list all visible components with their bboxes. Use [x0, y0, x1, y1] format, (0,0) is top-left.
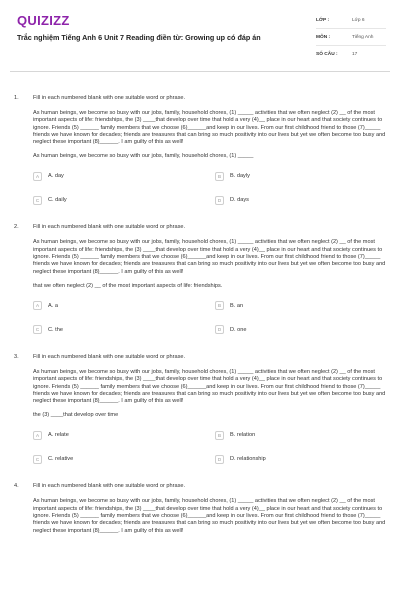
meta-key: SỐ CÂU :	[316, 52, 338, 57]
option-letter: B	[215, 172, 224, 181]
question-instruction: Fill in each numbered blank with one suitable word or phrase.	[33, 353, 186, 360]
option-c[interactable]	[33, 195, 215, 205]
option-letter: A	[33, 301, 42, 310]
option-a[interactable]	[33, 171, 215, 181]
meta-row-subject	[316, 29, 386, 46]
option-letter: C	[33, 455, 42, 464]
question-list	[0, 72, 400, 535]
option-text: C. daily	[48, 197, 67, 204]
question-passage: As human beings, we become so busy with our jobs, family, household chores, (1) _____ activities that we often neglect (2) __ of the most important aspects of life: friendships, the (3) ____that develop over time that hold a very (4)__ place in our heart and that society continues to ignore. Friends (5) ______ family members that we choose (6)______and keep in our lives. From our first childhood friend to those (7)_____ friends we have known for decades; friends are treasures that can bring so much positivity into our lives but yet we often become too busy and neglect these important (8)______. I am guilty of this as well!	[33, 239, 386, 275]
question-item	[0, 483, 400, 534]
question-number: 4.	[14, 483, 19, 490]
option-a[interactable]	[33, 301, 215, 311]
question-passage: As human beings, we become so busy with our jobs, family, household chores, (1) _____ activities that we often neglect (2) __ of the most important aspects of life: friendships, the (3) ____that develop over time that hold a very (4)__ place in our heart and that society continues to ignore. Friends (5) ______ family members that we choose (6)______and keep in our lives. From our first childhood friend to those (7)_____ friends we have known for decades; friends are treasures that can bring so much positivity into our lives but yet we often become too busy and neglect these important (8)______. I am guilty of this as well!	[33, 368, 386, 405]
answer-options	[33, 301, 388, 335]
meta-key: LỚP :	[316, 17, 330, 23]
option-letter: C	[33, 196, 42, 205]
meta-row-class	[316, 12, 386, 29]
option-d[interactable]	[215, 325, 365, 335]
option-a[interactable]	[33, 430, 215, 440]
question-item	[0, 354, 400, 464]
option-letter: A	[33, 172, 42, 181]
meta-table	[316, 12, 386, 63]
option-letter: C	[33, 325, 42, 334]
question-number: 1.	[14, 95, 19, 101]
question-instruction: Fill in each numbered blank with one suitable word or phrase.	[33, 483, 186, 490]
meta-value: Tiếng Anh	[352, 34, 374, 40]
option-text: C. the	[48, 326, 63, 333]
question-instruction: Fill in each numbered blank with one suitable word or phrase.	[33, 95, 186, 101]
meta-value: 17	[352, 52, 358, 57]
question-passage: As human beings, we become so busy with our jobs, family, household chores, (1) _____ activities that we often neglect (2) __ of the most important aspects of life: friendships, the (3) ____that develop over time that hold a very (4)__ place in our heart and that society continues to ignore. Friends (5) ______ family members that we choose (6)______and keep in our lives. From our first childhood friend to those (7)_____ friends we have known for decades; friends are treasures that can bring so much positivity into our lives but yet we often become too busy and neglect these important (8)______. I am guilty of this as well!	[33, 110, 386, 146]
option-b[interactable]	[215, 301, 365, 311]
option-d[interactable]	[215, 195, 365, 205]
question-stem: the (3) ____that develop over time	[33, 412, 119, 419]
question-number: 2.	[14, 224, 19, 231]
option-text: B. an	[230, 302, 244, 309]
option-text: A. relate	[48, 432, 69, 439]
option-letter: B	[215, 431, 224, 440]
option-text: D. one	[230, 326, 247, 333]
option-text: A. day	[48, 173, 64, 180]
question-passage: As human beings, we become so busy with our jobs, family, household chores, (1) _____ activities that we often neglect (2) __ of the most important aspects of life: friendships, the (3) ____that develop over time that hold a very (4)__ place in our heart and that society continues to ignore. Friends (5) ______ family members that we choose (6)______and keep in our lives. From our first childhood friend to those (7)_____ friends we have known for decades; friends are treasures that can bring so much positivity into our lives but yet we often become too busy and neglect these important (8)______. I am guilty of this as well!	[33, 498, 386, 534]
question-stem: As human beings, we become so busy with our jobs, family, household chores, (1) _____	[33, 153, 254, 160]
page-header	[0, 0, 400, 70]
option-d[interactable]	[215, 454, 365, 464]
option-b[interactable]	[215, 171, 365, 181]
option-c[interactable]	[33, 454, 215, 464]
option-text: D. relationship	[230, 456, 266, 463]
question-number: 3.	[14, 353, 19, 360]
meta-value: Lớp 6	[352, 17, 365, 23]
option-text: B. dayly	[230, 173, 250, 180]
option-letter: D	[215, 325, 224, 334]
question-instruction: Fill in each numbered blank with one suitable word or phrase.	[33, 224, 186, 231]
option-text: A. a	[48, 302, 58, 309]
option-text: B. relation	[230, 432, 256, 439]
page-title: Trắc nghiệm Tiếng Anh 6 Unit 7 Reading điền từ: Growing up có đáp án	[17, 33, 261, 42]
option-text: C. relative	[48, 456, 74, 463]
option-letter: D	[215, 196, 224, 205]
answer-options	[33, 171, 388, 205]
option-letter: A	[33, 431, 42, 440]
meta-key: MÔN :	[316, 34, 331, 40]
option-letter: D	[215, 455, 224, 464]
question-item	[0, 224, 400, 334]
quizizz-logo: QUIZIZZ	[17, 13, 70, 28]
meta-row-question-count	[316, 46, 386, 63]
option-c[interactable]	[33, 325, 215, 335]
option-text: D. days	[230, 197, 249, 204]
question-stem: that we often neglect (2) __ of the most important aspects of life: friendships.	[33, 282, 223, 289]
question-item	[0, 95, 400, 205]
option-letter: B	[215, 301, 224, 310]
option-b[interactable]	[215, 430, 365, 440]
answer-options	[33, 430, 388, 464]
